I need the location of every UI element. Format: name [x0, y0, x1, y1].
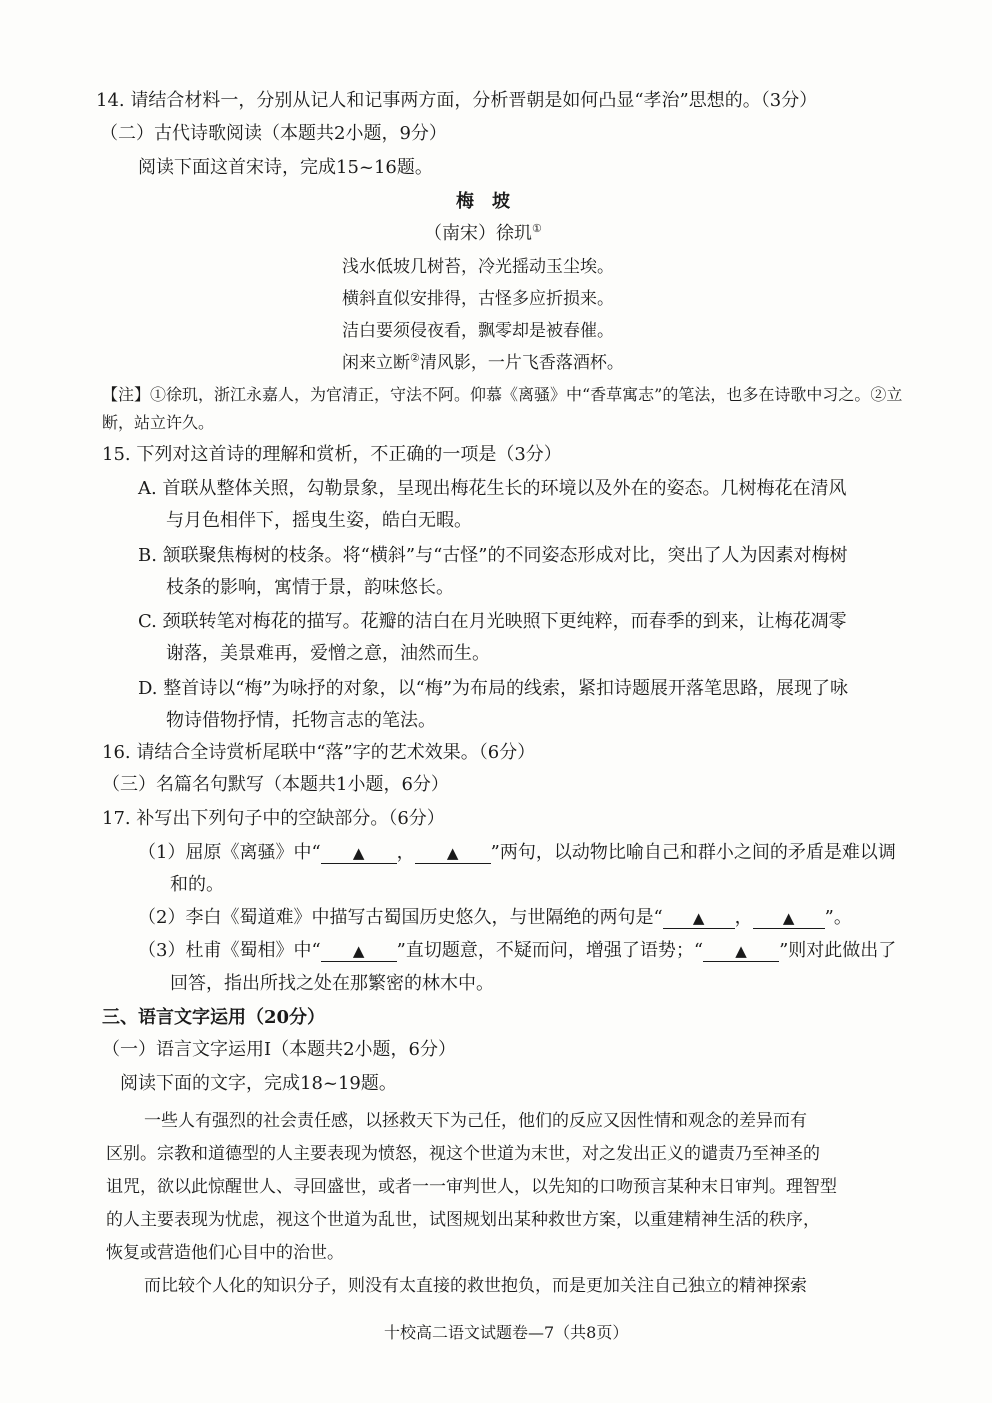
- part-3-subtitle: （一）语言文字运用Ⅰ（本题共2小题，6分）: [102, 1039, 457, 1060]
- option-c-line-1: C. 颈联转笔对梅花的描写。花瓣的洁白在月光映照下更纯粹，而春季的到来，让梅花凋零: [138, 611, 847, 632]
- answer-blank[interactable]: ▲: [321, 941, 397, 962]
- p2-text-b: ”。: [824, 907, 852, 928]
- note-line-2: 断，站立许久。: [102, 413, 215, 432]
- section-2-intro: 阅读下面这首宋诗，完成15~16题。: [138, 157, 433, 178]
- poem-line-4: [342, 350, 624, 376]
- answer-blank[interactable]: ▲: [321, 843, 397, 864]
- part-3-intro: 阅读下面的文字，完成18~19题。: [120, 1073, 397, 1094]
- option-d-line-2: 物诗借物抒情，托物言志的笔法。: [166, 710, 436, 731]
- question-14: 14. 请结合材料一，分别从记人和记事两方面，分析晋朝是如何凸显“孝治”思想的。（3分）: [96, 90, 818, 111]
- option-b-line-2: 枝条的影响，寓情于景，韵味悠长。: [166, 577, 454, 598]
- p1-text-a: （1）屈原《离骚》中“: [138, 842, 321, 863]
- answer-blank[interactable]: ▲: [415, 843, 491, 864]
- passage-line-4: 的人主要表现为忧虑，视这个世道为乱世，试图规划出某种救世方案，以重建精神生活的秩序，: [106, 1210, 820, 1230]
- poem-line-1: 浅水低坡几树苔，冷光摇动玉尘埃。: [342, 257, 614, 277]
- answer-blank[interactable]: ▲: [663, 908, 735, 929]
- poem-line-2: 横斜直似安排得，古怪多应折损来。: [342, 289, 614, 309]
- passage-line-1: 一些人有强烈的社会责任感，以拯救天下为己任，他们的反应又因性情和观念的差异而有: [144, 1111, 807, 1131]
- question-17-part-2: [138, 905, 852, 931]
- question-17-part-3: [138, 938, 896, 964]
- poem-line-3: 洁白要须侵夜看，飘零却是被春催。: [342, 321, 614, 341]
- poem-line-4-a: 闲来立断: [342, 353, 410, 373]
- section-2-title: （二）古代诗歌阅读（本题共2小题，9分）: [100, 123, 447, 144]
- note-line-1: 【注】①徐玑，浙江永嘉人，为官清正，守法不阿。仰慕《离骚》中“香草寓志”的笔法，也多在诗歌中习之。②立: [102, 385, 903, 404]
- option-a-line-1: A. 首联从整体关照，勾勒景象，呈现出梅花生长的环境以及外在的姿态。几树梅花在清风: [138, 478, 847, 499]
- question-17-part-1-cont: 和的。: [170, 874, 224, 895]
- page-footer: 十校高二语文试题卷—7（共8页）: [384, 1323, 629, 1342]
- question-15-stem: 15. 下列对这首诗的理解和赏析，不正确的一项是（3分）: [102, 444, 562, 465]
- p1-separator: ，: [396, 842, 415, 863]
- p2-text-a: （2）李白《蜀道难》中描写古蜀国历史悠久，与世隔绝的两句是“: [138, 907, 663, 928]
- part-3-title: 三、语言文字运用（20分）: [102, 1007, 326, 1028]
- option-a-line-2: 与月色相伴下，摇曳生姿，皓白无暇。: [166, 510, 472, 531]
- option-c-line-2: 谢落，美景难再，爱憎之意，油然而生。: [166, 643, 490, 664]
- footnote-mark-1: ①: [532, 222, 542, 235]
- poem-title: 梅 坡: [456, 191, 510, 212]
- answer-blank[interactable]: ▲: [703, 941, 779, 962]
- section-3-title: （三）名篇名句默写（本题共1小题，6分）: [102, 774, 449, 795]
- passage-line-6: 而比较个人化的知识分子，则没有太直接的救世抱负，而是更加关注自己独立的精神探索: [144, 1276, 807, 1296]
- passage-line-5: 恢复或营造他们心目中的治世。: [106, 1243, 344, 1263]
- p3-text-b: ”直切题意，不疑而问，增强了语势；“: [396, 940, 704, 961]
- question-17-part-1: [138, 840, 896, 866]
- answer-blank[interactable]: ▲: [753, 908, 825, 929]
- p1-text-b: ”两句，以动物比喻自己和群小之间的矛盾是难以调: [490, 842, 896, 863]
- option-d-line-1: D. 整首诗以“梅”为咏抒的对象，以“梅”为布局的线索，紧扣诗题展开落笔思路，展现了咏: [138, 678, 849, 699]
- poem-line-4-b: 清风影，一片飞香落酒杯。: [419, 353, 624, 373]
- poem-author: [424, 221, 542, 247]
- p3-text-a: （3）杜甫《蜀相》中“: [138, 940, 321, 961]
- p2-separator: ，: [734, 907, 753, 928]
- footnote-mark-2: ②: [410, 351, 420, 365]
- question-17-stem: 17. 补写出下列句子中的空缺部分。（6分）: [102, 808, 445, 829]
- p3-text-c: ”则对此做出了: [779, 940, 897, 961]
- passage-line-2: 区别。宗教和道德型的人主要表现为愤怒，视这个世道为末世，对之发出正义的谴责乃至神圣的: [106, 1144, 820, 1164]
- question-17-part-3-cont: 回答，指出所找之处在那繁密的林木中。: [170, 973, 494, 994]
- option-b-line-1: B. 颔联聚焦梅树的枝条。将“横斜”与“古怪”的不同姿态形成对比，突出了人为因素对梅树: [138, 545, 848, 566]
- question-16: 16. 请结合全诗赏析尾联中“落”字的艺术效果。（6分）: [102, 742, 536, 763]
- poem-author-text: （南宋）徐玑: [424, 223, 532, 244]
- passage-line-3: 诅咒，欲以此惊醒世人、寻回盛世，或者一一审判世人，以先知的口吻预言某种末日审判。理智型: [106, 1177, 837, 1197]
